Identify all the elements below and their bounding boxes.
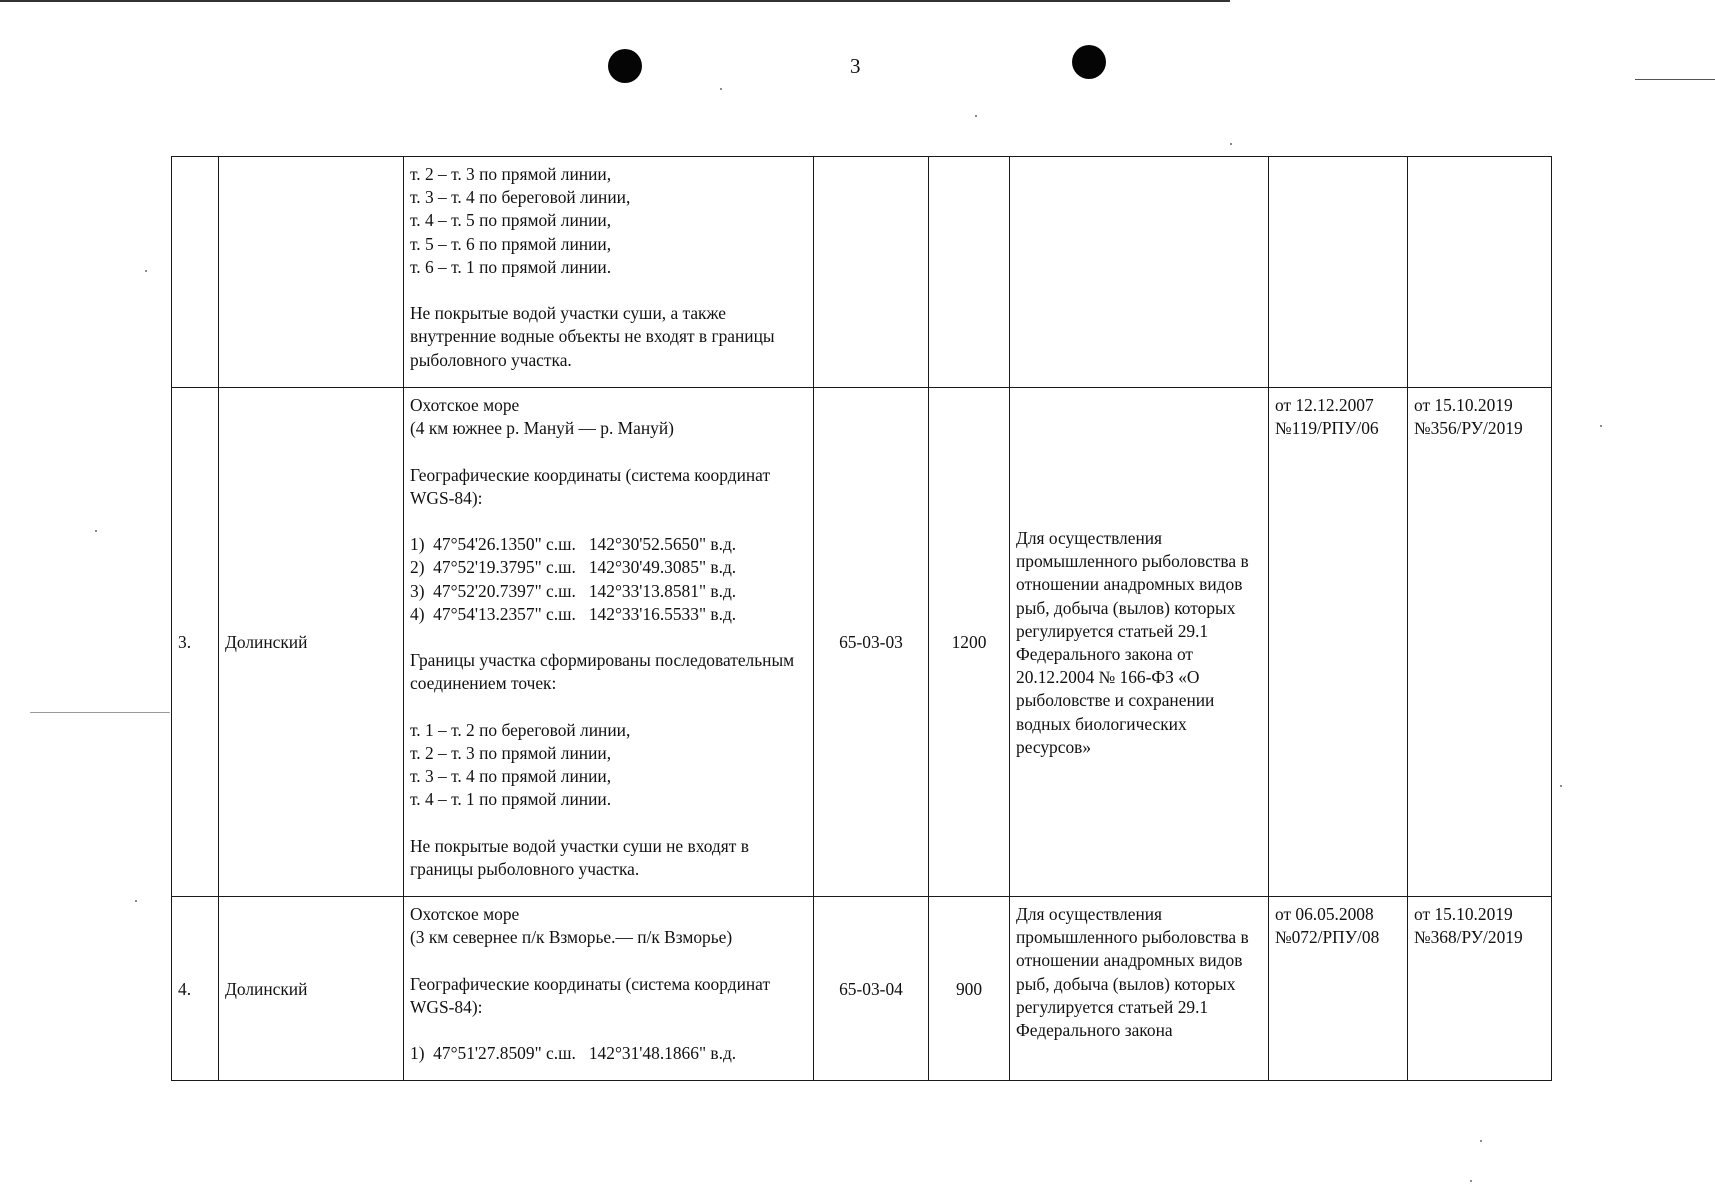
scan-speck bbox=[720, 88, 722, 90]
boundary-formed-text: Границы участка сформированы последовательным соединением точек: bbox=[410, 650, 795, 694]
scan-speck bbox=[1600, 425, 1602, 427]
table-row bbox=[172, 897, 1552, 1081]
scan-edge-line bbox=[0, 0, 1230, 2]
coords-title: Географические координаты (система координат WGS-84): bbox=[410, 464, 771, 508]
scan-speck bbox=[95, 530, 97, 532]
scan-margin-line bbox=[1635, 79, 1715, 80]
area-cell: 900 bbox=[929, 897, 1010, 1081]
boundary-segment: т. 6 – т. 1 по прямой линии. bbox=[410, 256, 612, 277]
punch-hole-right bbox=[1072, 45, 1106, 79]
coordinate-point: 3) 47°52'20.7397" с.ш. 142°33'13.8581" в.д. bbox=[410, 580, 737, 601]
purpose-cell bbox=[1010, 157, 1269, 388]
boundary-text: (4 км южнее р. Мануй — р. Мануй) bbox=[410, 418, 674, 439]
contract-cell bbox=[1269, 388, 1408, 897]
decision-cell bbox=[1408, 388, 1552, 897]
decision-cell bbox=[1408, 157, 1552, 388]
description-cell bbox=[404, 157, 814, 388]
boundary-segment: т. 1 – т. 2 по береговой линии, bbox=[410, 719, 631, 740]
scan-speck bbox=[1230, 143, 1232, 145]
purpose-cell: Для осуществления промышленного рыболовства в отношении анадромных видов рыб, добыча (вылов) которых регулируется статьей 29.1 Федерального закона от 20.12.2004 № 166-ФЗ «О рыболовстве и сохранении водных биологических ресурсов» bbox=[1010, 388, 1269, 897]
boundary-segment: т. 2 – т. 3 по прямой линии, bbox=[410, 742, 612, 763]
coordinate-point: 2) 47°52'19.3795" с.ш. 142°30'49.3085" в.д. bbox=[410, 557, 737, 578]
code-cell: 65-03-03 bbox=[814, 388, 929, 897]
boundary-segment: т. 5 – т. 6 по прямой линии, bbox=[410, 233, 612, 254]
water-body: Охотское море bbox=[410, 904, 520, 924]
table-row bbox=[172, 157, 1552, 388]
boundary-segment: т. 4 – т. 1 по прямой линии. bbox=[410, 789, 612, 810]
boundary-segment: т. 3 – т. 4 по прямой линии, bbox=[410, 766, 612, 787]
contract-date: от 06.05.2008 bbox=[1275, 904, 1374, 924]
land-note: Не покрытые водой участки суши, а также внутренние водные объекты не входят в границы рыболовного участка. bbox=[410, 303, 775, 370]
code-cell bbox=[814, 157, 929, 388]
scan-speck bbox=[1560, 785, 1562, 787]
coordinate-point: 1) 47°51'27.8509" с.ш. 142°31'48.1866" в.д. bbox=[410, 1043, 737, 1064]
area-cell bbox=[929, 157, 1010, 388]
decision-cell bbox=[1408, 897, 1552, 1081]
district-cell: Долинский bbox=[219, 388, 404, 897]
contract-cell bbox=[1269, 897, 1408, 1081]
punch-hole-left bbox=[608, 49, 642, 83]
contract-number: №072/РПУ/08 bbox=[1275, 927, 1380, 948]
scan-speck bbox=[1470, 1180, 1472, 1182]
contract-number: №119/РПУ/06 bbox=[1275, 418, 1379, 439]
decision-number: №356/РУ/2019 bbox=[1414, 418, 1523, 439]
decision-date: от 15.10.2019 bbox=[1414, 904, 1513, 924]
scan-speck bbox=[135, 900, 137, 902]
scan-speck bbox=[145, 270, 147, 272]
scan-speck bbox=[1480, 1140, 1482, 1142]
boundary-segment: т. 4 – т. 5 по прямой линии, bbox=[410, 210, 612, 231]
decision-number: №368/РУ/2019 bbox=[1414, 927, 1523, 948]
contract-cell bbox=[1269, 157, 1408, 388]
scan-speck bbox=[975, 115, 977, 117]
boundary-text: (3 км севернее п/к Взморье.— п/к Взморье) bbox=[410, 927, 733, 948]
district-cell: Долинский bbox=[219, 897, 404, 1081]
decision-date: от 15.10.2019 bbox=[1414, 395, 1513, 415]
row-number: 3. bbox=[172, 388, 219, 897]
page-number: 3 bbox=[850, 54, 861, 78]
boundary-segment: т. 3 – т. 4 по береговой линии, bbox=[410, 187, 631, 208]
description-cell bbox=[404, 897, 814, 1081]
row-number: 4. bbox=[172, 897, 219, 1081]
water-body: Охотское море bbox=[410, 395, 520, 415]
code-cell: 65-03-04 bbox=[814, 897, 929, 1081]
land-note: Не покрытые водой участки суши не входят в границы рыболовного участка. bbox=[410, 835, 749, 879]
area-cell: 1200 bbox=[929, 388, 1010, 897]
boundary-segment: т. 2 – т. 3 по прямой линии, bbox=[410, 164, 612, 184]
scan-dash-line bbox=[30, 712, 170, 713]
description-cell bbox=[404, 388, 814, 897]
coordinate-point: 1) 47°54'26.1350" с.ш. 142°30'52.5650" в.д. bbox=[410, 534, 737, 555]
district-cell bbox=[219, 157, 404, 388]
table-row bbox=[172, 388, 1552, 897]
fishing-areas-table bbox=[171, 156, 1552, 1081]
purpose-cell: Для осуществления промышленного рыболовства в отношении анадромных видов рыб, добыча (вылов) которых регулируется статьей 29.1 Федерального закона bbox=[1010, 897, 1269, 1081]
coords-title: Географические координаты (система координат WGS-84): bbox=[410, 973, 771, 1017]
contract-date: от 12.12.2007 bbox=[1275, 395, 1374, 415]
row-number bbox=[172, 157, 219, 388]
coordinate-point: 4) 47°54'13.2357" с.ш. 142°33'16.5533" в.д. bbox=[410, 603, 737, 624]
